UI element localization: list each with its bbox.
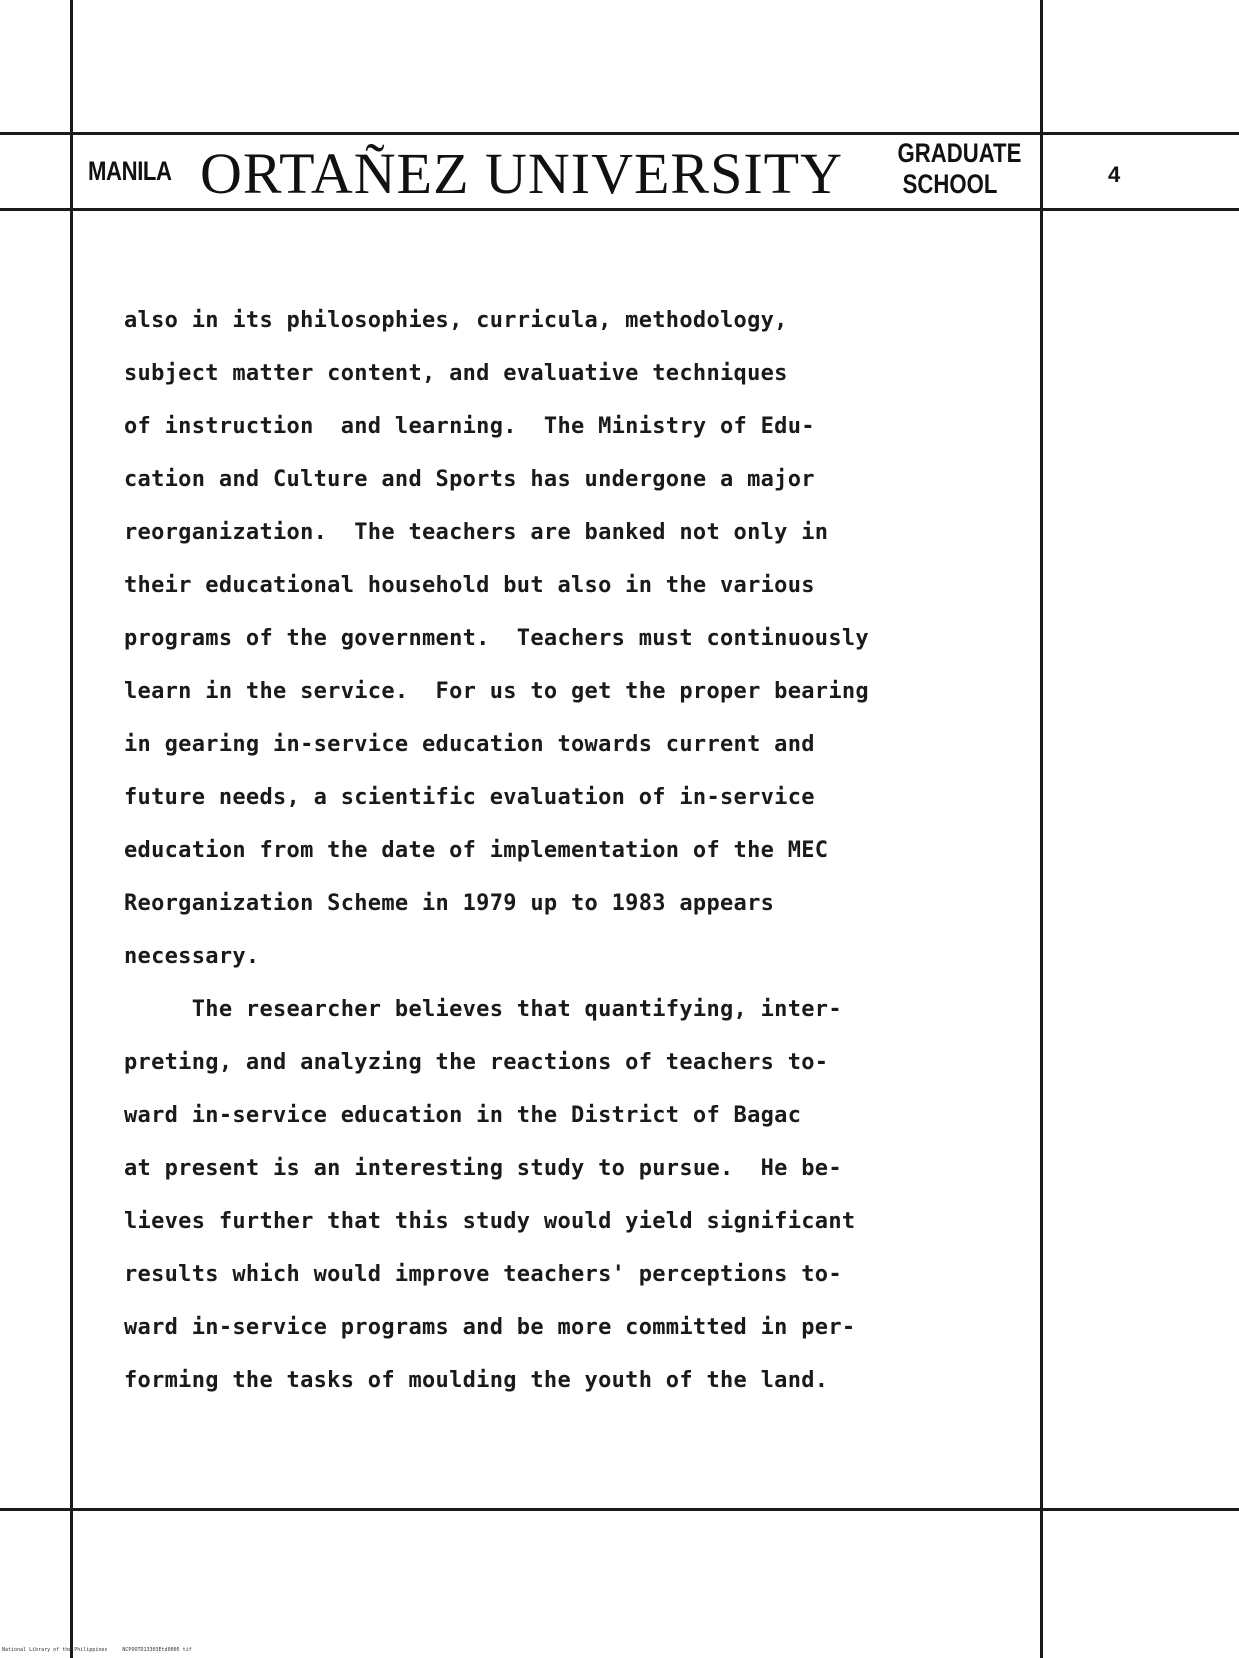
- body-line: education from the date of implementation of the MEC: [124, 838, 829, 863]
- body-line: subject matter content, and evaluative techniques: [124, 361, 788, 386]
- body-line: reorganization. The teachers are banked not only in: [124, 520, 829, 545]
- body-line: forming the tasks of moulding the youth of the land.: [124, 1368, 829, 1393]
- body-line: their educational household but also in the various: [124, 573, 815, 598]
- graduate-school-label: [897, 138, 1022, 200]
- body-line: also in its philosophies, curricula, methodology,: [124, 308, 788, 333]
- right-margin-rule: [1040, 0, 1043, 1658]
- body-line: The researcher believes that quantifying, inter-: [124, 997, 842, 1022]
- body-line: at present is an interesting study to pursue. He be-: [124, 1156, 842, 1181]
- header-city: MANILA: [88, 156, 172, 186]
- university-name: ORTAÑEZ UNIVERSITY: [200, 141, 843, 206]
- body-line: cation and Culture and Sports has undergone a major: [124, 467, 815, 492]
- body-line: results which would improve teachers' perceptions to-: [124, 1262, 842, 1287]
- header-top-rule: [0, 132, 1239, 135]
- body-line: lieves further that this study would yield significant: [124, 1209, 856, 1234]
- graduate-label: GRADUATE: [897, 138, 1022, 168]
- scan-footer-note: National Library of the Philippines NCPOOTD13303Etd0005 tif: [2, 1647, 192, 1653]
- body-line: ward in-service programs and be more committed in per-: [124, 1315, 856, 1340]
- body-line: ward in-service education in the District of Bagac: [124, 1103, 802, 1128]
- header-bottom-rule: [0, 208, 1239, 211]
- school-label: SCHOOL: [902, 169, 998, 199]
- footer-rule: [0, 1508, 1239, 1511]
- left-margin-rule: [70, 0, 73, 1658]
- body-line: programs of the government. Teachers must continuously: [124, 626, 869, 651]
- body-line: necessary.: [124, 944, 260, 969]
- page-number: 4: [1108, 162, 1121, 187]
- body-line: Reorganization Scheme in 1979 up to 1983 appears: [124, 891, 775, 916]
- body-line: of instruction and learning. The Ministry of Edu-: [124, 414, 815, 439]
- body-line: in gearing in-service education towards current and: [124, 732, 815, 757]
- body-line: future needs, a scientific evaluation of in-service: [124, 785, 815, 810]
- body-line: learn in the service. For us to get the proper bearing: [124, 679, 869, 704]
- body-line: preting, and analyzing the reactions of teachers to-: [124, 1050, 829, 1075]
